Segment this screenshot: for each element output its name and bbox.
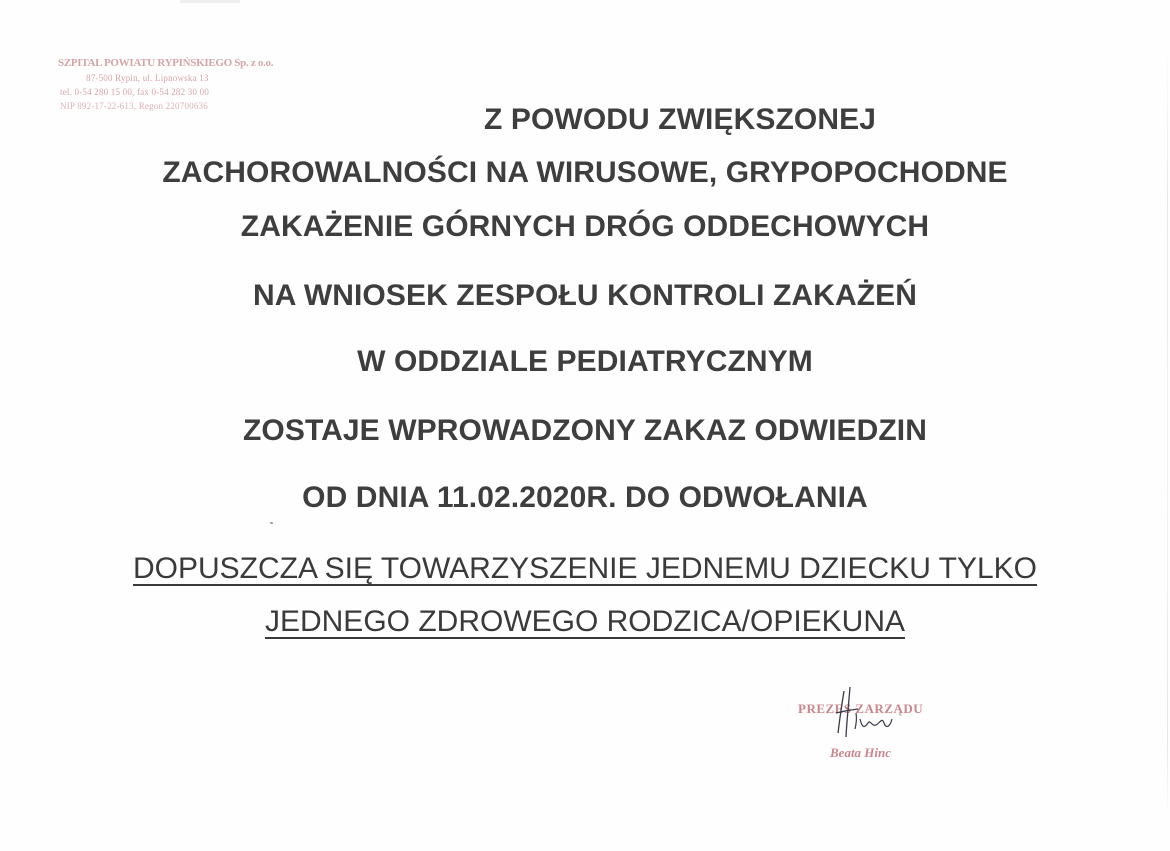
announcement-line: Z POWODU ZWIĘKSZONEJ [484,103,876,136]
signature-block [790,683,950,763]
stamp-line-phone: tel. 0-54 280 15 00, fax 0-54 282 30 00 [60,87,210,97]
stamp-line-company: SZPITAL POWIATU RYPIŃSKIEGO Sp. z o.o. [58,57,274,69]
announcement-line: NA WNIOSEK ZESPOŁU KONTROLI ZAKAŻEŃ [252,279,918,312]
announcement-line: ZAKAŻENIE GÓRNYCH DRÓG ODDECHOWYCH [240,210,930,243]
visitor-exception-note: JEDNEGO ZDROWEGO RODZICA/OPIEKUNA [264,605,906,638]
stamp-line-ids: NIP 892-17-22-613, Regon 220700636 [60,101,208,111]
announcement-date-line: OD DNIA 11.02.2020R. DO ODWOŁANIA [302,481,868,514]
visitor-exception-note: DOPUSZCZA SIĘ TOWARZYSZENIE JEDNEMU DZIECKU TYLKO [132,552,1038,585]
signature-name: Beata Hinc [830,745,892,760]
signature-title: PREZES ZARZĄDU [798,701,924,716]
announcement-line: W ODDZIALE PEDIATRYCZNYM [357,345,813,378]
handwritten-signature [830,683,910,743]
announcement-line: ZACHOROWALNOŚCI NA WIRUSOWE, GRYPOPOCHODNE [162,156,1008,189]
scan-speck [270,522,273,524]
announcement-line: ZOSTAJE WPROWADZONY ZAKAZ ODWIEDZIN [242,414,928,447]
stamp-line-address: 87-500 Rypin, ul. Lipnowska 13 [86,73,209,83]
